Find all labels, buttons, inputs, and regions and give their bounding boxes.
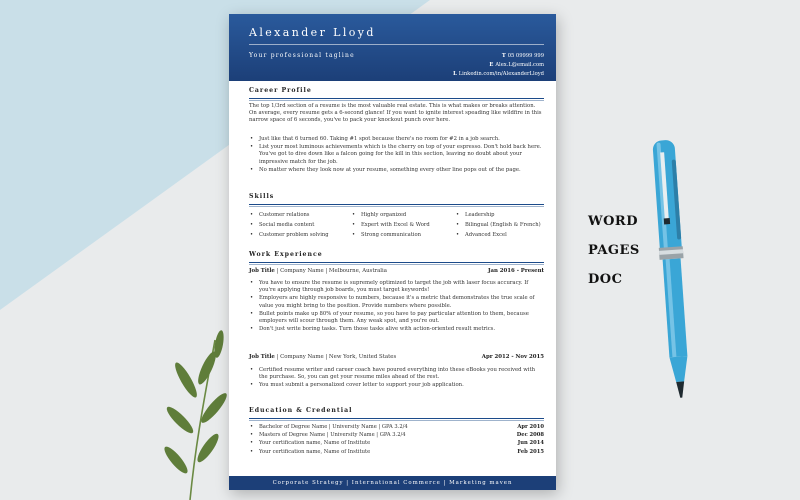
format-label-word: WORD: [588, 214, 639, 229]
list-item: • Just like that 6 turned 60. Taking #1 spot because there's no room for #2 in a job search.: [259, 136, 544, 143]
section-rule: [249, 418, 544, 419]
phone-label: T: [501, 53, 506, 59]
section-rule: [249, 204, 544, 205]
list-item: • No matter where they look now at your resume, something every other line pops out of the page.: [259, 167, 544, 174]
section-rule-light: [249, 100, 544, 101]
list-item: • Bullet points make up 80% of your resume, so you have to pay particular attention to them, because employers will scour through them. Any weak spot, and you're out.: [259, 311, 544, 325]
section-title-profile: Career Profile: [249, 87, 312, 94]
contact-linkedin: [453, 70, 544, 79]
education-date: Jun 2014: [517, 440, 544, 447]
section-rule: [249, 98, 544, 99]
linkedin-label: L: [453, 71, 457, 77]
list-item: [259, 439, 544, 447]
resume-tagline: Your professional tagline: [249, 52, 355, 59]
list-item: • You have to ensure the resume is supremely optimized to target the job with laser focus accuracy. If you're applying through job boards, you must target keywords!: [259, 280, 544, 294]
education-date: Dec 2008: [516, 432, 544, 439]
list-item: [259, 423, 544, 431]
contact-phone: [453, 52, 544, 61]
skill-item: • Leadership: [465, 210, 541, 220]
education-text: Bachelor of Degree Name | University Name | GPA 3.2/4: [259, 424, 408, 430]
resume-page: [229, 14, 556, 490]
format-label-pages: PAGES: [588, 243, 640, 258]
section-rule-light: [249, 420, 544, 421]
section-title-skills: Skills: [249, 193, 275, 200]
job-bullets-1: [249, 280, 544, 334]
list-item: • Certified resume writer and career coach have poured everything into these eBooks you received with the purchase. So, you can get your resume miles ahead of the rest.: [259, 367, 544, 381]
resume-footer: Corporate Strategy | International Commerce | Marketing maven: [229, 476, 556, 490]
email-value: Alex.L@email.com: [495, 62, 544, 68]
list-item: • You must submit a personalized cover letter to support your job application.: [259, 382, 544, 389]
resume-name: Alexander Lloyd: [249, 26, 376, 39]
job-title: Job Title: [249, 354, 275, 360]
skill-item: • Customer relations: [259, 210, 329, 220]
contact-block: [453, 52, 544, 79]
skill-item: • Advanced Excel: [465, 230, 541, 240]
skills-column-2: [351, 210, 430, 240]
contact-email: [453, 61, 544, 70]
education-text: Your certification name, Name of Institute: [259, 448, 371, 455]
list-item: [259, 448, 544, 456]
list-item: • List your most luminous achievements which is the cherry on top of your espresso. Don't hold back here. You've got to dive down like a falcon going for the kill in this section, leaving no doubt about your impressive match for the job.: [259, 144, 544, 166]
email-label: E: [489, 62, 494, 68]
format-label-doc: DOC: [588, 272, 623, 287]
education-date: Feb 2015: [517, 448, 544, 455]
job-header-2: [249, 354, 544, 360]
header-rule: [249, 44, 544, 45]
job-company: | Company Name | Melbourne, Australia: [274, 268, 387, 274]
resume-header: [229, 14, 556, 81]
list-item: • Don't just write boring tasks. Turn those tasks alive with action-oriented result metrics.: [259, 326, 544, 333]
list-item: • Employers are highly responsive to numbers, because it's a metric that demonstrates the true scale of value you might bring to the position. Provide numbers where possible.: [259, 295, 544, 309]
skill-item: • Expert with Excel & Word: [361, 220, 430, 230]
job-company: | Company Name | New York, United States: [274, 354, 397, 360]
job-title: Job Title: [249, 268, 275, 274]
skill-item: • Bilingual (English & French): [465, 220, 541, 230]
skill-item: • Social media content: [259, 220, 329, 230]
profile-paragraph: The top 1/3rd section of a resume is the most valuable real estate. This is what makes or breaks attention. On average, every resume gets a 6-second glance! If you want to ignite interest speading like wildfire in this narrow space of 6 seconds, you've to pack your knockout punch over here.: [249, 103, 542, 124]
list-item: [259, 431, 544, 439]
skills-column-1: [249, 210, 329, 240]
skills-column-3: [455, 210, 541, 240]
education-text: Masters of Degree Name | University Name | GPA 3.2/4: [259, 432, 406, 439]
job-dates: Jan 2016 - Present: [487, 268, 544, 274]
education-text: Your certification name, Name of Institute: [259, 440, 371, 447]
skill-item: • Highly organized: [361, 210, 430, 220]
job-dates: Apr 2012 - Nov 2015: [481, 354, 544, 360]
phone-value: 05 09999 999: [507, 53, 544, 59]
education-date: Apr 2010: [517, 424, 544, 430]
section-rule: [249, 262, 544, 263]
section-title-education: Education & Credential: [249, 407, 353, 414]
linkedin-value: Linkedin.com/in/AlexanderLloyd: [458, 71, 544, 77]
skill-item: • Strong communication: [361, 230, 430, 240]
skill-item: • Customer problem solving: [259, 230, 329, 240]
education-list: [249, 423, 544, 456]
skills-grid: [249, 210, 549, 240]
job-bullets-2: [249, 367, 544, 391]
section-rule-light: [249, 264, 544, 265]
section-rule-light: [249, 206, 544, 207]
profile-bullets: [249, 136, 544, 175]
job-header-1: [249, 268, 544, 274]
section-title-experience: Work Experience: [249, 251, 323, 258]
